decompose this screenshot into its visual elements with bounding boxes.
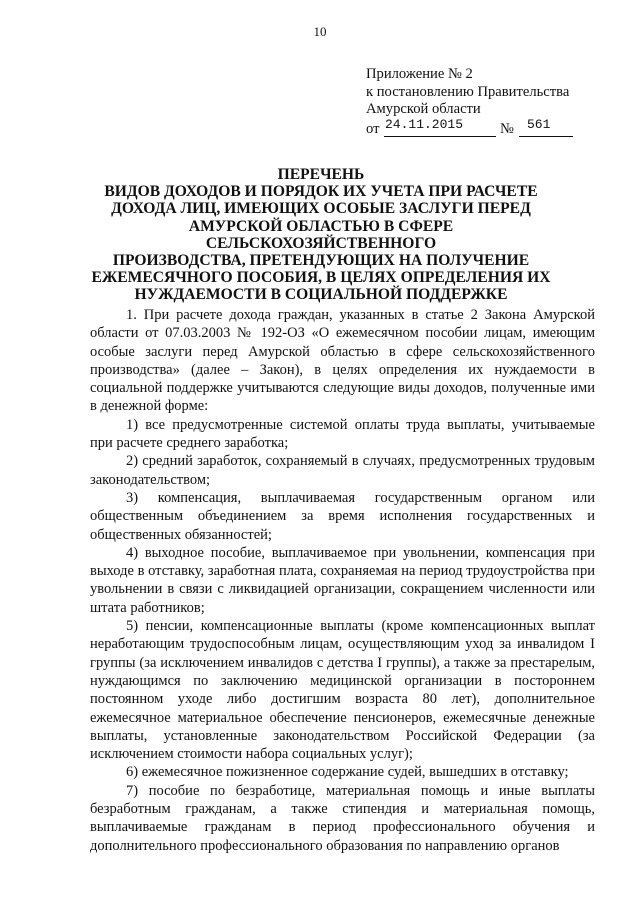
appendix-line-3: Амурской области: [366, 101, 481, 117]
title-line: АМУРСКОЙ ОБЛАСТЬЮ В СФЕРЕ СЕЛЬСКОХОЗЯЙСТВЕННОГО: [188, 217, 454, 252]
title-line: ПЕРЕЧЕНЬ: [277, 166, 365, 183]
list-item-4: 4) выходное пособие, выплачиваемое при увольнении, компенсация при выходе в отставку, заработная плата, сохраняемая на период трудоустройства при увольнении в связи с ликвидацией организации, сокращением численности или штата работников;: [90, 544, 595, 616]
title-line: НУЖДАЕМОСТИ В СОЦИАЛЬНОЙ ПОДДЕРЖКЕ: [134, 286, 508, 304]
paragraph-intro: 1. При расчете дохода граждан, указанных в статье 2 Закона Амурской области от 07.03.2003 № 192-ОЗ «О ежемесячном пособии лицам, имеющим особые заслуги перед Амурской областью в сфере сельскохозяйственного производства» (далее – Закон), в целях определения их нуждаемости в социальной поддержке учитываются следующие виды доходов, полученные ими в денежной форме:: [90, 307, 595, 415]
signature-row: [366, 116, 569, 139]
resolution-number: 561: [527, 116, 551, 132]
number-underline: [519, 136, 573, 137]
document-body: [90, 306, 595, 855]
page-number: 10: [313, 24, 327, 39]
title-line: ДОХОДА ЛИЦ, ИМЕЮЩИХ ОСОБЫЕ ЗАСЛУГИ ПЕРЕД: [111, 200, 531, 218]
resolution-date: 24.11.2015: [385, 116, 464, 132]
list-item-5: 5) пенсии, компенсационные выплаты (кроме компенсационных выплат неработающим трудоспособным лицам, осуществляющим уход за инвалидом I группы (за исключением инвалидов с детства I группы), а также за престарелым, нуждающимся по заключению медицинской организации в постороннем постоянном уходе либо достигшим возраста 80 лет), дополнительное ежемесячное материальное обеспечение пенсионеров, ежемесячные денежные выплаты, установленные законодательством Российской Федерации (за исключением стоимости набора социальных услуг);: [90, 618, 595, 763]
list-item-2: 2) средний заработок, сохраняемый в случаях, предусмотренных трудовым законодательством;: [90, 453, 595, 488]
title-line: ПРОИЗВОДСТВА, ПРЕТЕНДУЮЩИХ НА ПОЛУЧЕНИЕ: [112, 252, 530, 270]
appendix-block: [366, 66, 569, 139]
list-item-7: 7) пособие по безработице, материальная помощь и иные выплаты безработным гражданам, а также стипендия и материальная помощь, выплачиваемые гражданам в период профессионального обучения и дополнительного профессионального образования по направлению органов: [90, 782, 595, 854]
list-item-3: 3) компенсация, выплачиваемая государственным органом или общественным объединением за время исполнения государственных и общественных обязанностей;: [90, 489, 595, 543]
date-underline: [384, 136, 496, 137]
list-item-6: 6) ежемесячное пожизненное содержание судей, вышедших в отставку;: [126, 764, 569, 781]
title-line: ЕЖЕМЕСЯЧНОГО ПОСОБИЯ, В ЦЕЛЯХ ОПРЕДЕЛЕНИЯ ИХ: [91, 269, 551, 287]
list-item-1: 1) все предусмотренные системой оплаты труда выплаты, учитываемые при расчете среднего заработка;: [90, 416, 595, 452]
date-prefix: от: [366, 120, 380, 137]
title-line: ВИДОВ ДОХОДОВ И ПОРЯДОК ИХ УЧЕТА ПРИ РАСЧЕТЕ: [104, 183, 538, 201]
appendix-line-1: Приложение № 2: [366, 66, 473, 82]
document-title: [90, 166, 552, 304]
appendix-line-2: к постановлению Правительства: [366, 83, 570, 100]
number-prefix: №: [500, 120, 514, 137]
